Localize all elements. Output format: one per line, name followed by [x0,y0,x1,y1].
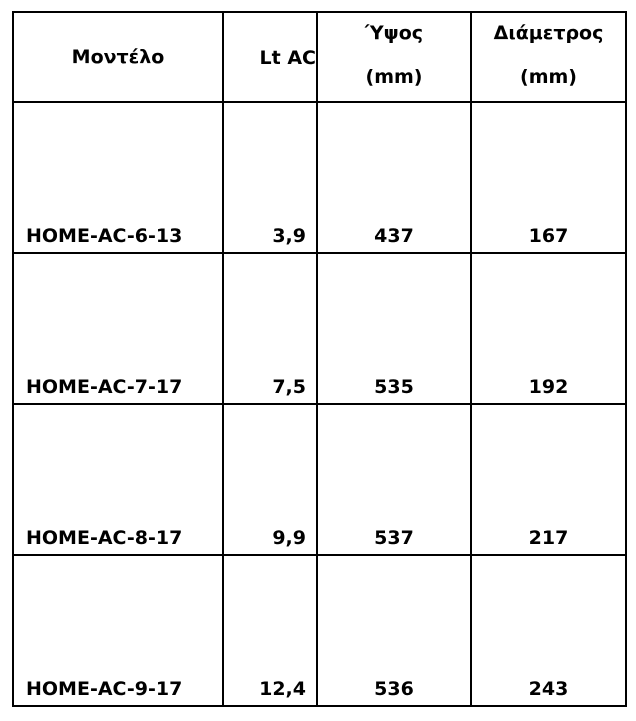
header-height [317,12,471,102]
cell-height: 437 [317,102,471,253]
header-lt-label: Lt AC [259,47,316,69]
cell-diameter: 243 [471,555,626,706]
cell-height: 535 [317,253,471,404]
header-diameter-unit: (mm) [520,65,577,88]
cell-lt: 3,9 [223,102,317,253]
cell-height: 537 [317,404,471,555]
cell-lt: 12,4 [223,555,317,706]
spec-table [12,11,627,707]
table-row [13,555,626,706]
table-row [13,404,626,555]
cell-model: HOME-AC-8-17 [13,404,223,555]
header-model-label: Μοντέλο [71,45,165,68]
cell-diameter: 167 [471,102,626,253]
header-diameter-label: Διάμετρος [493,21,604,44]
cell-lt: 7,5 [223,253,317,404]
cell-model: HOME-AC-7-17 [13,253,223,404]
header-lt [223,12,317,102]
header-diameter [471,12,626,102]
header-height-label: Ύψος [364,21,424,44]
table-row [13,102,626,253]
cell-diameter: 217 [471,404,626,555]
cell-model: HOME-AC-9-17 [13,555,223,706]
cell-height: 536 [317,555,471,706]
table-header-row [13,12,626,102]
header-model [13,12,223,102]
table-row [13,253,626,404]
cell-lt: 9,9 [223,404,317,555]
header-height-unit: (mm) [365,65,423,88]
cell-diameter: 192 [471,253,626,404]
cell-model: HOME-AC-6-13 [13,102,223,253]
